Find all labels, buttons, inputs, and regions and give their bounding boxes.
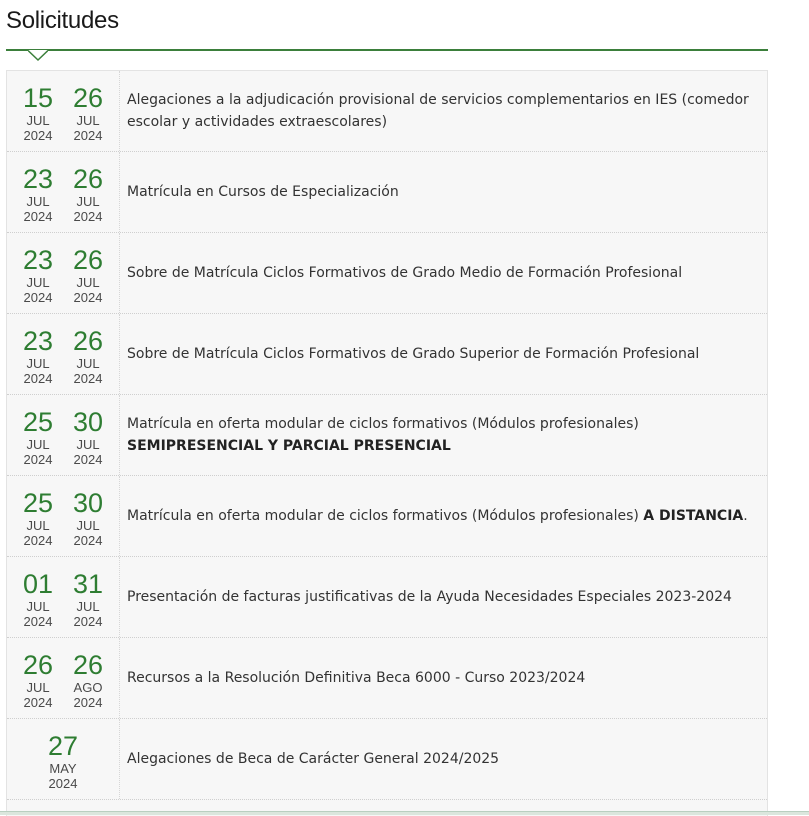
request-link[interactable]	[127, 71, 757, 151]
request-text: Matrícula en Cursos de Especialización	[127, 184, 399, 200]
end-date	[63, 83, 113, 143]
start-date	[13, 488, 63, 548]
start-month: JUL	[26, 275, 50, 290]
end-year: 2024	[73, 209, 103, 224]
request-link[interactable]	[127, 719, 757, 799]
end-year: 2024	[73, 371, 103, 386]
end-day: 31	[72, 569, 104, 599]
request-text-wrap	[127, 413, 639, 457]
request-item[interactable]	[7, 476, 767, 557]
request-text-wrap	[127, 181, 399, 203]
start-year: 2024	[23, 614, 53, 629]
end-month: AGO	[73, 680, 103, 695]
start-date	[13, 245, 63, 305]
start-day: 01	[22, 569, 54, 599]
request-link[interactable]	[127, 557, 757, 637]
start-date	[13, 407, 63, 467]
end-month: JUL	[76, 113, 100, 128]
date-range	[7, 314, 120, 394]
date-range	[7, 152, 120, 232]
start-month: MAY	[49, 761, 77, 776]
request-link[interactable]	[127, 314, 757, 394]
title-underline	[6, 49, 768, 51]
request-text-wrap	[127, 89, 757, 133]
end-day: 30	[72, 488, 104, 518]
request-item[interactable]	[7, 557, 767, 638]
end-date	[63, 326, 113, 386]
start-month: JUL	[26, 356, 50, 371]
start-day: 15	[22, 83, 54, 113]
end-year: 2024	[73, 452, 103, 467]
request-text: Alegaciones a la adjudicación provisional de servicios complementarios en IES (comedor escolar y actividades extraescolares)	[127, 92, 749, 130]
request-link[interactable]	[127, 476, 757, 556]
start-year: 2024	[23, 128, 53, 143]
start-month: JUL	[26, 518, 50, 533]
page-title: Solicitudes	[6, 7, 119, 34]
end-date	[63, 164, 113, 224]
request-item[interactable]	[7, 152, 767, 233]
request-item[interactable]	[7, 233, 767, 314]
start-day: 25	[22, 407, 54, 437]
end-month: JUL	[76, 194, 100, 209]
request-item[interactable]	[7, 71, 767, 152]
end-year: 2024	[73, 533, 103, 548]
start-year: 2024	[23, 533, 53, 548]
end-month: JUL	[76, 437, 100, 452]
end-day: 26	[72, 650, 104, 680]
end-month: JUL	[76, 356, 100, 371]
start-year: 2024	[23, 695, 53, 710]
request-text: Matrícula en oferta modular de ciclos formativos (Módulos profesionales)	[127, 416, 639, 432]
end-day: 26	[72, 245, 104, 275]
start-day: 23	[22, 245, 54, 275]
end-date	[63, 407, 113, 467]
date-range	[7, 638, 120, 718]
start-date	[38, 731, 88, 791]
end-year: 2024	[73, 128, 103, 143]
start-month: JUL	[26, 599, 50, 614]
end-date	[63, 650, 113, 710]
section-header	[6, 5, 768, 61]
start-month: JUL	[26, 437, 50, 452]
start-year: 2024	[23, 452, 53, 467]
request-text-wrap	[127, 748, 499, 770]
end-month: JUL	[76, 599, 100, 614]
request-item[interactable]	[7, 638, 767, 719]
request-text: Sobre de Matrícula Ciclos Formativos de Grado Medio de Formación Profesional	[127, 265, 683, 281]
request-item[interactable]	[7, 395, 767, 476]
request-text-wrap	[127, 343, 699, 365]
start-day: 23	[22, 164, 54, 194]
start-day: 25	[22, 488, 54, 518]
date-range	[7, 557, 120, 637]
request-text-wrap	[127, 586, 732, 608]
request-text-wrap	[127, 505, 748, 527]
start-date	[13, 569, 63, 629]
start-month: JUL	[26, 113, 50, 128]
request-text: Recursos a la Resolución Definitiva Beca 6000 - Curso 2023/2024	[127, 670, 586, 686]
end-year: 2024	[73, 695, 103, 710]
requests-list	[7, 71, 767, 800]
request-text: Sobre de Matrícula Ciclos Formativos de Grado Superior de Formación Profesional	[127, 346, 700, 362]
end-date	[63, 245, 113, 305]
start-day: 26	[22, 650, 54, 680]
start-month: JUL	[26, 680, 50, 695]
end-month: JUL	[76, 518, 100, 533]
request-text-wrap	[127, 262, 682, 284]
start-date	[13, 650, 63, 710]
request-text: Matrícula en oferta modular de ciclos formativos (Módulos profesionales)	[127, 508, 639, 524]
date-range	[7, 395, 120, 475]
end-day: 26	[72, 164, 104, 194]
end-day: 30	[72, 407, 104, 437]
start-day: 27	[47, 731, 79, 761]
end-date	[63, 569, 113, 629]
start-year: 2024	[48, 776, 78, 791]
request-text-suffix: .	[743, 508, 748, 524]
request-link[interactable]	[127, 395, 757, 475]
request-text: Presentación de facturas justificativas de la Ayuda Necesidades Especiales 2023-2024	[127, 589, 732, 605]
date-range	[7, 71, 120, 151]
request-text-bold: A DISTANCIA	[643, 508, 744, 524]
date-range	[7, 233, 120, 313]
start-date	[13, 83, 63, 143]
start-year: 2024	[23, 209, 53, 224]
start-date	[13, 164, 63, 224]
end-month: JUL	[76, 275, 100, 290]
request-text-wrap	[127, 667, 585, 689]
request-text: Alegaciones de Beca de Carácter General 2024/2025	[127, 751, 500, 767]
start-year: 2024	[23, 371, 53, 386]
end-day: 26	[72, 326, 104, 356]
request-link[interactable]	[127, 152, 757, 232]
requests-panel	[6, 70, 768, 816]
request-item[interactable]	[7, 314, 767, 395]
end-year: 2024	[73, 614, 103, 629]
start-date	[13, 326, 63, 386]
request-item[interactable]	[7, 719, 767, 800]
request-link[interactable]	[127, 233, 757, 313]
start-day: 23	[22, 326, 54, 356]
end-year: 2024	[73, 290, 103, 305]
underline-notch-icon	[28, 50, 48, 62]
end-day: 26	[72, 83, 104, 113]
start-month: JUL	[26, 194, 50, 209]
date-range	[7, 719, 120, 799]
request-text-bold: SEMIPRESENCIAL Y PARCIAL PRESENCIAL	[127, 438, 451, 454]
request-link[interactable]	[127, 638, 757, 718]
start-year: 2024	[23, 290, 53, 305]
end-date	[63, 488, 113, 548]
date-range	[7, 476, 120, 556]
